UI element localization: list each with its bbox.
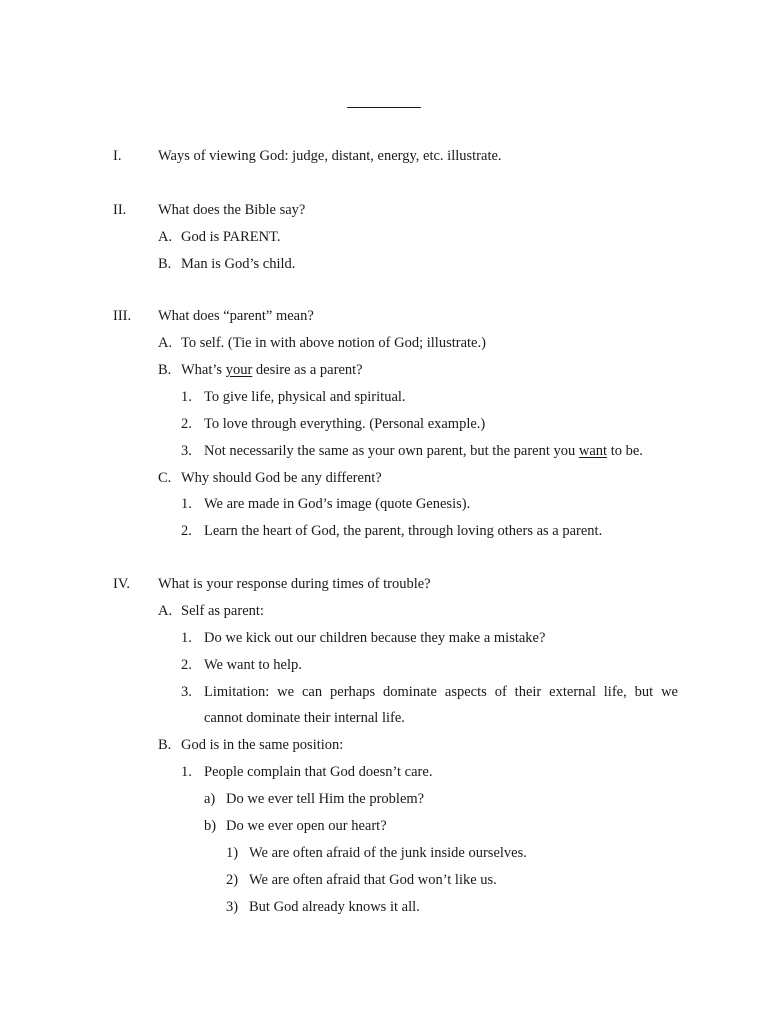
- section-iii-b-3-emphasis: want: [578, 443, 608, 459]
- section-iv-b-text: God is in the same position:: [181, 737, 344, 753]
- section-ii-numeral: II.: [113, 202, 127, 218]
- section-i-heading: Ways of viewing God: judge, distant, energy, etc. illustrate.: [158, 148, 502, 164]
- section-iii-b-1-label: 1.: [181, 389, 192, 405]
- section-iv-a-3-label: 3.: [181, 684, 192, 700]
- section-iv-a-2-text: We want to help.: [204, 657, 302, 673]
- section-iv-b-1-b-label: b): [204, 818, 217, 834]
- section-iii-b-3-text-post: to be.: [607, 443, 643, 459]
- section-iii-a-label: A.: [158, 335, 173, 351]
- section-iv-b-1-b-2-text: We are often afraid that God won’t like us.: [249, 872, 497, 888]
- section-iii-b-2-label: 2.: [181, 416, 192, 432]
- section-iv-b-1-text: People complain that God doesn’t care.: [204, 764, 433, 780]
- section-iv-a-label: A.: [158, 603, 173, 619]
- section-iii-numeral: III.: [113, 308, 132, 324]
- section-iii-c-2-text: Learn the heart of God, the parent, through loving others as a parent.: [204, 523, 603, 539]
- section-iv-heading: What is your response during times of trouble?: [158, 576, 431, 592]
- section-iii-c-1-label: 1.: [181, 496, 192, 512]
- section-iii-c-2-label: 2.: [181, 523, 192, 539]
- section-iv-a-3-text-line1: Limitation: we can perhaps dominate aspects of their external life, but we: [204, 684, 678, 700]
- section-iii-b-text-post: desire as a parent?: [252, 362, 363, 378]
- section-iv-b-1-label: 1.: [181, 764, 192, 780]
- section-iv-b-1-b-3-label: 3): [226, 899, 239, 915]
- section-ii-a-label: A.: [158, 229, 173, 245]
- title-blank-line: [347, 107, 421, 108]
- section-i-numeral: I.: [113, 148, 122, 164]
- section-ii-b-label: B.: [158, 256, 172, 272]
- section-iii-b-3-text-pre: Not necessarily the same as your own parent, but the parent you: [204, 443, 579, 459]
- section-iii-b-3-label: 3.: [181, 443, 192, 459]
- section-iii-c-label: C.: [158, 470, 172, 486]
- section-iv-a-text: Self as parent:: [181, 603, 264, 619]
- section-iii-a-text: To self. (Tie in with above notion of God; illustrate.): [181, 335, 486, 351]
- section-iii-b-2-text: To love through everything. (Personal example.): [204, 416, 486, 432]
- section-iv-b-1-a-text: Do we ever tell Him the problem?: [226, 791, 425, 807]
- section-iii-b-label: B.: [158, 362, 172, 378]
- section-iv-b-1-b-1-label: 1): [226, 845, 239, 861]
- section-iv-a-1-text: Do we kick out our children because they make a mistake?: [204, 630, 546, 646]
- section-iv-b-label: B.: [158, 737, 172, 753]
- section-iv-a-2-label: 2.: [181, 657, 192, 673]
- section-iii-b-text-pre: What’s: [181, 362, 226, 378]
- section-iv-b-1-b-3-text: But God already knows it all.: [249, 899, 420, 915]
- section-iv-a-3-text-line2: cannot dominate their internal life.: [204, 710, 405, 726]
- section-iii-b-emphasis: your: [225, 362, 253, 378]
- section-iii-b-1-text: To give life, physical and spiritual.: [204, 389, 406, 405]
- section-iv-a-1-label: 1.: [181, 630, 192, 646]
- section-iv-b-1-b-1-text: We are often afraid of the junk inside ourselves.: [249, 845, 527, 861]
- section-ii-heading: What does the Bible say?: [158, 202, 306, 218]
- section-iv-b-1-a-label: a): [204, 791, 216, 807]
- section-iii-b-text: [181, 361, 363, 379]
- section-iii-c-1-text: We are made in God’s image (quote Genesis).: [204, 496, 471, 512]
- section-iii-heading: What does “parent” mean?: [158, 308, 314, 324]
- section-iv-b-1-b-2-label: 2): [226, 872, 239, 888]
- section-iv-numeral: IV.: [113, 576, 131, 592]
- section-iii-b-3-text: [204, 442, 643, 460]
- section-ii-b-text: Man is God’s child.: [181, 256, 296, 272]
- section-ii-a-text: God is PARENT.: [181, 229, 281, 245]
- section-iv-b-1-b-text: Do we ever open our heart?: [226, 818, 387, 834]
- section-iii-c-text: Why should God be any different?: [181, 470, 382, 486]
